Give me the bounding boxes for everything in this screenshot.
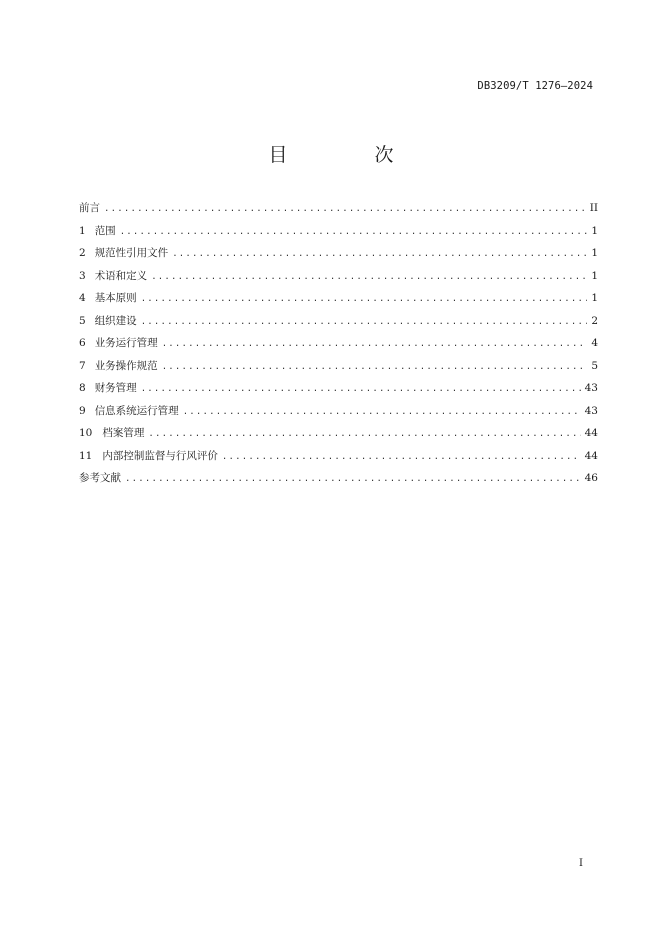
toc-entry-page: 1 [591, 247, 598, 259]
toc-entry-page: 1 [591, 224, 598, 237]
toc-entry[interactable] [79, 425, 598, 448]
toc-entry-page: 1 [591, 269, 598, 282]
toc-entry[interactable] [79, 403, 598, 426]
toc-entry-page: 46 [584, 472, 598, 484]
toc-entry-number: 8 [79, 382, 86, 394]
toc-entry-page: 4 [591, 337, 598, 349]
toc-entry-page: 44 [584, 449, 598, 462]
toc-entry[interactable] [79, 358, 598, 381]
toc-entry[interactable] [79, 470, 598, 493]
toc-leader-dots [104, 204, 586, 214]
toc-leader-dots [162, 339, 588, 349]
toc-entry-label: 业务操作规范 [94, 359, 158, 372]
toc-entry-label: 内部控制监督与行风评价 [102, 449, 218, 462]
toc-leader-dots [222, 452, 581, 462]
toc-entry-label: 前言 [79, 202, 100, 214]
toc-entry-number: 6 [79, 337, 86, 349]
toc-entry[interactable] [79, 268, 598, 291]
toc-entry-page: 44 [584, 427, 598, 439]
toc-entry-number: 10 [79, 427, 93, 439]
document-code: DB3209/T 1276—2024 [477, 80, 593, 92]
toc-entry[interactable] [79, 200, 598, 223]
toc-entry-page: 43 [584, 404, 598, 417]
toc-leader-dots [172, 249, 587, 259]
toc-entry-number: 5 [79, 314, 86, 327]
toc-entry[interactable] [79, 313, 598, 336]
toc-entry-number: 9 [79, 404, 86, 417]
toc-entry-number: 2 [79, 247, 86, 259]
toc-entry-label: 规范性引用文件 [94, 247, 169, 259]
toc-entry[interactable] [79, 380, 598, 403]
toc-entry-label: 范围 [94, 224, 116, 237]
toc-entry-number: 11 [79, 449, 93, 462]
toc-entry-number: 3 [79, 269, 86, 282]
toc-entry-page: 5 [591, 359, 598, 372]
toc-entry-label: 参考文献 [79, 472, 121, 484]
toc-leader-dots [148, 429, 580, 439]
toc-entry-label: 档案管理 [102, 427, 145, 439]
toc-entry-number: 4 [79, 292, 86, 304]
toc-entry-page: 1 [591, 292, 598, 304]
toc-entry-label: 组织建设 [94, 314, 137, 327]
toc-entry-label: 基本原则 [94, 292, 137, 304]
toc-entry-label: 术语和定义 [94, 269, 148, 282]
toc-entry[interactable] [79, 335, 598, 358]
toc-leader-dots [151, 272, 587, 282]
page-number: I [579, 858, 583, 869]
toc-entry[interactable] [79, 245, 598, 268]
toc-entry[interactable] [79, 448, 598, 471]
toc-entry-label: 信息系统运行管理 [94, 404, 179, 417]
toc-entry-number: 7 [79, 359, 86, 372]
toc-entry-page: 43 [584, 382, 598, 394]
toc-entry-page: II [589, 202, 598, 214]
toc-entry-label: 业务运行管理 [94, 337, 158, 349]
toc-leader-dots [183, 407, 581, 417]
toc-entry[interactable] [79, 290, 598, 313]
toc-entry-label: 财务管理 [94, 382, 137, 394]
toc-entry-number: 1 [79, 224, 86, 237]
toc-title: 目 次 [268, 144, 428, 166]
toc-leader-dots [162, 362, 588, 372]
table-of-contents [79, 200, 598, 493]
toc-leader-dots [141, 384, 581, 394]
toc-leader-dots [141, 294, 588, 304]
toc-leader-dots [141, 317, 588, 327]
toc-entry-page: 2 [591, 314, 598, 327]
toc-leader-dots [120, 227, 588, 237]
toc-entry[interactable] [79, 223, 598, 246]
toc-leader-dots [125, 474, 581, 484]
